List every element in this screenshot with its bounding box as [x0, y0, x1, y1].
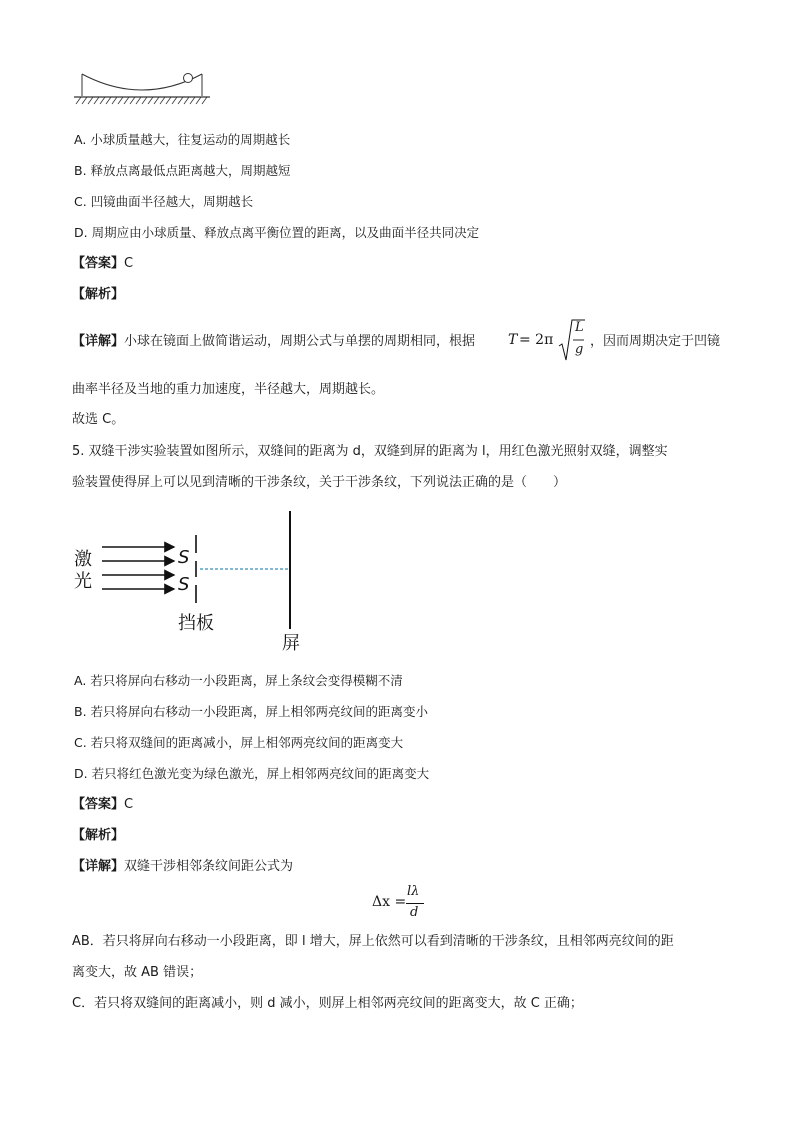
- q5-option-c: C. 若只将双缝间的距离减小，屏上相邻两亮纹间的距离变大: [74, 735, 404, 750]
- q4-analysis-label: 【解析】: [72, 287, 125, 302]
- pendulum-formula: [508, 318, 584, 364]
- formula-L: L: [575, 320, 584, 335]
- q5-option-d: D. 若只将红色激光变为绿色激光，屏上相邻两亮纹间的距离变大: [74, 766, 430, 781]
- q4-option-a: A. 小球质量越大，往复运动的周期越长: [74, 132, 291, 147]
- formula-lhs: Δx =: [372, 894, 407, 910]
- q5-option-a: A. 若只将屏向右移动一小段距离，屏上条纹会变得模糊不清: [74, 673, 403, 688]
- formula-g: g: [575, 342, 584, 357]
- screen-label: 屏: [282, 633, 300, 654]
- baffle-label: 挡板: [178, 613, 214, 634]
- q5-c-line: C．若只将双缝间的距离减小，则 d 减小，则屏上相邻两亮纹间的距离变大，故 C 正确；: [72, 996, 583, 1011]
- fringe-formula: [372, 884, 432, 924]
- double-slit-figure: [72, 505, 312, 655]
- q5-ab-line1: AB．若只将屏向右移动一小段距离，即 l 增大，屏上依然可以看到清晰的干涉条纹，且相邻两亮纹间的距: [72, 934, 674, 949]
- laser-label-1: 激: [74, 549, 92, 570]
- q5-answer: [72, 795, 133, 815]
- q5-stem-line1: 5. 双缝干涉实验装置如图所示，双缝间的距离为 d，双缝到屏的距离为 l，用红色激光照射双缝，调整实: [72, 444, 668, 459]
- fraction-bar: [406, 903, 424, 904]
- answer-label: 【答案】: [72, 256, 125, 271]
- formula-numerator: lλ: [407, 884, 420, 899]
- q5-option-b: B. 若只将屏向右移动一小段距离，屏上相邻两亮纹间的距离变小: [74, 704, 429, 719]
- q4-option-c: C. 凹镜曲面半径越大，周期越长: [74, 194, 254, 209]
- concave-mirror-figure: [72, 68, 212, 108]
- q5-analysis-label: 【解析】: [72, 828, 125, 843]
- q4-detail-line2: 曲率半径及当地的重力加速度，半径越大，周期越长。: [72, 382, 385, 397]
- detail-text: 双缝干涉相邻条纹间距公式为: [124, 859, 294, 874]
- q4-answer: [72, 254, 133, 274]
- answer-value: C: [124, 797, 134, 812]
- formula-denominator: d: [410, 905, 419, 920]
- laser-label-2: 光: [74, 571, 92, 592]
- laser-arrows: [102, 547, 174, 589]
- q4-conclusion: 故选 C。: [72, 412, 125, 427]
- answer-label: 【答案】: [72, 797, 125, 812]
- q4-option-b: B. 释放点离最低点距离越大，周期越短: [74, 163, 291, 178]
- q5-ab-line2: 离变大，故 AB 错误；: [72, 965, 203, 980]
- q4-option-d: D. 周期应由小球质量、释放点离平衡位置的距离，以及曲面半径共同决定: [74, 225, 480, 240]
- detail-text: 小球在镜面上做简谐运动，周期公式与单摆的周期相同，根据: [124, 334, 476, 349]
- q4-detail-line1: [72, 332, 475, 352]
- formula-eq: = 2π: [519, 332, 554, 348]
- slit-label-2: S: [178, 574, 190, 595]
- answer-value: C: [124, 256, 134, 271]
- q4-detail-after: ，因而周期决定于凹镜: [590, 334, 721, 349]
- detail-label: 【详解】: [72, 859, 125, 874]
- detail-label: 【详解】: [72, 334, 125, 349]
- slit-label-1: S: [178, 547, 190, 568]
- q5-detail: [72, 857, 293, 877]
- formula-T: T: [508, 332, 518, 348]
- q5-stem-line2: 验装置使得屏上可以见到清晰的干涉条纹，关于干涉条纹，下列说法正确的是（ ）: [72, 475, 567, 490]
